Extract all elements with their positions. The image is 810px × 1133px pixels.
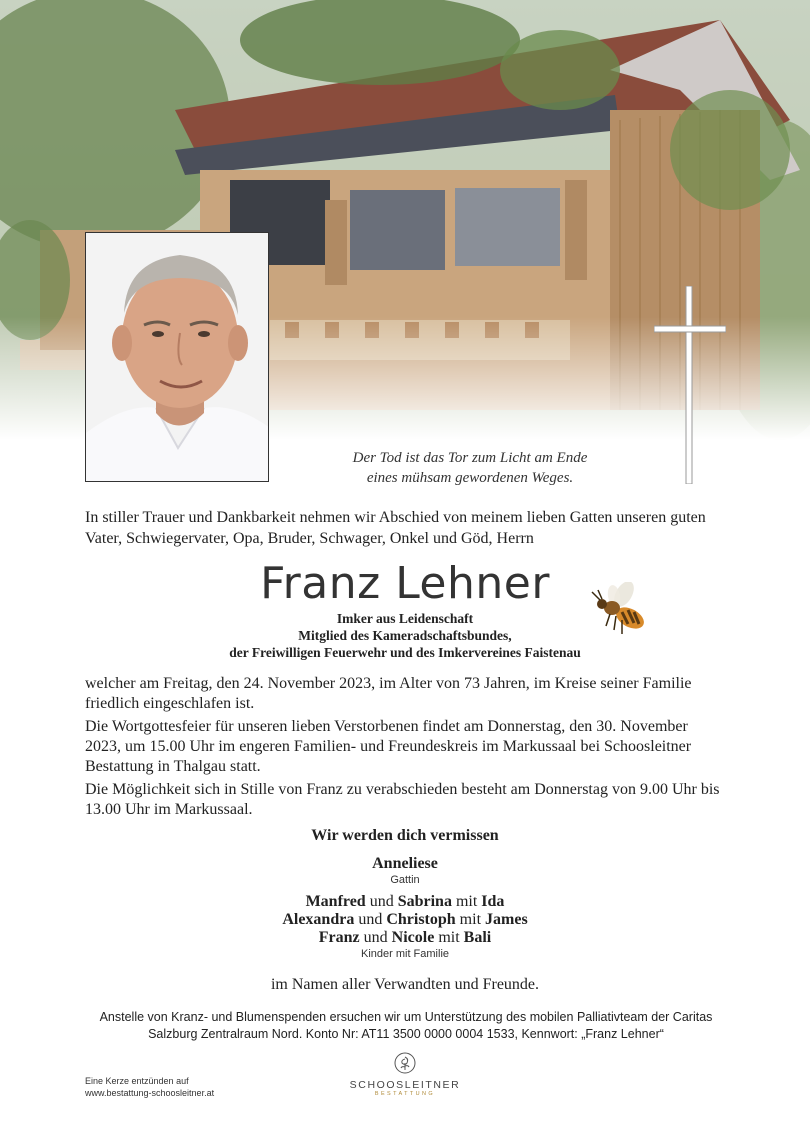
- wife-name: Anneliese: [372, 855, 438, 872]
- wife-block: [0, 855, 810, 887]
- farewell-paragraph: Die Möglichkeit sich in Stille von Franz zu verabschieden besteht am Donnerstag von 9.00 Uhr bis 13.00 Uhr im Markussaal.: [85, 781, 720, 818]
- connector-mit: mit: [438, 929, 460, 946]
- deceased-roles: [190, 610, 620, 661]
- service-paragraph: Die Wortgottesfeier für unseren lieben Verstorbenen findet am Donnerstag, den 30. November 2023, um 15.00 Uhr im engeren Familien- und Freundeskreis im Markussaal bei Schoosleitner Bestattung in Thalgau statt.: [85, 718, 692, 775]
- funeral-home-logo: [335, 1052, 475, 1097]
- intro-text: In stiller Trauer und Dankbarkeit nehmen wir Abschied von meinem lieben Gatten unseren guten Vater, Schwiegervater, Opa, Bruder, Schwager, Onkel und Göd, Herrn: [85, 509, 706, 547]
- candle-link[interactable]: [85, 1075, 214, 1099]
- children-row-3: [0, 929, 810, 947]
- closing-line: im Namen aller Verwandten und Freunde.: [270, 976, 540, 993]
- grandchild-name: James: [485, 911, 528, 928]
- children-row-2: [0, 911, 810, 929]
- donation-line-2: Salzburg Zentralraum Nord. Konto Nr: AT11 3500 0000 0004 1533, Kennwort: „Franz Lehner“: [148, 1027, 664, 1041]
- child-name: Alexandra: [282, 911, 355, 928]
- children-role: Kinder mit Familie: [360, 948, 450, 960]
- connector-mit: mit: [455, 893, 478, 910]
- role-line-3: der Freiwilligen Feuerwehr und des Imkervereines Faistenau: [229, 645, 581, 660]
- partner-name: Sabrina: [397, 893, 452, 910]
- quote-line-2: eines mühsam gewordenen Weges.: [366, 470, 574, 486]
- death-paragraph: welcher am Freitag, den 24. November 2023, im Alter von 73 Jahren, im Kreise seiner Familie friedlich eingeschlafen ist.: [85, 675, 692, 712]
- miss-you-heading: Wir werden dich vermissen: [311, 827, 499, 844]
- child-name: Franz: [318, 929, 360, 946]
- partner-name: Nicole: [391, 929, 435, 946]
- wife-role: Gattin: [390, 874, 420, 886]
- logo-name: SCHOOSLEITNER: [349, 1079, 461, 1091]
- cross-icon: [654, 286, 726, 484]
- connector-und: und: [363, 929, 388, 946]
- candle-url[interactable]: www.bestattung-schoosleitner.at: [85, 1088, 215, 1098]
- logo-subtitle: BESTATTUNG: [374, 1091, 436, 1097]
- deceased-name: Franz Lehner: [260, 558, 550, 609]
- connector-mit: mit: [459, 911, 482, 928]
- children-block: [0, 893, 810, 947]
- grandchild-name: Ida: [481, 893, 505, 910]
- rose-logo-icon: [394, 1052, 416, 1074]
- candle-text: Eine Kerze entzünden auf: [85, 1076, 189, 1086]
- grandchild-name: Bali: [463, 929, 492, 946]
- quote-line-1: Der Tod ist das Tor zum Licht am Ende: [352, 450, 588, 466]
- role-line-2: Mitglied des Kameradschaftsbundes,: [298, 628, 512, 643]
- connector-und: und: [358, 911, 383, 928]
- child-name: Manfred: [305, 893, 366, 910]
- memorial-quote: [330, 448, 610, 488]
- partner-name: Christoph: [386, 911, 456, 928]
- portrait-photo: [85, 232, 269, 482]
- children-row-1: [0, 893, 810, 911]
- connector-und: und: [369, 893, 394, 910]
- donation-note: [85, 1009, 727, 1043]
- role-line-1: Imker aus Leidenschaft: [336, 611, 474, 626]
- donation-line-1: Anstelle von Kranz- und Blumenspenden ersuchen wir um Unterstützung des mobilen Palliativteam der Caritas: [99, 1010, 713, 1024]
